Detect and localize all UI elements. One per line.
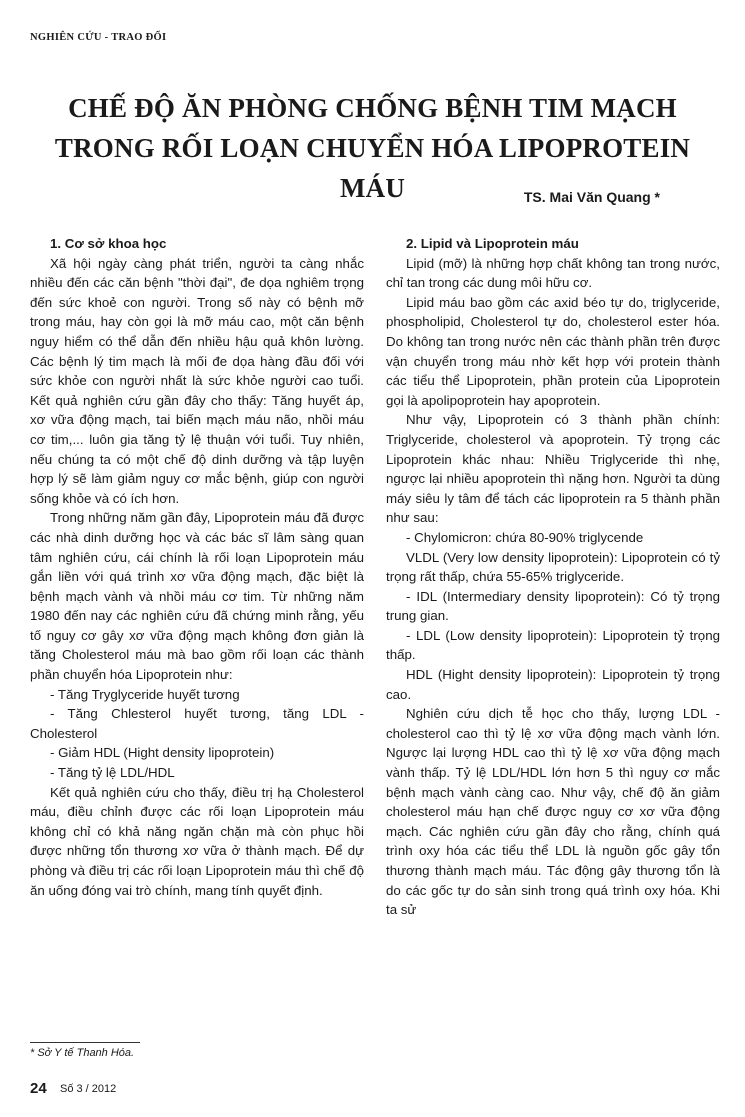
list-item: - Giảm HDL (Hight density lipoprotein) xyxy=(50,745,275,761)
heading-lipid-lipoprotein: 2. Lipid và Lipoprotein máu xyxy=(406,236,579,251)
heading-co-so-khoa-hoc: 1. Cơ sở khoa học xyxy=(50,236,167,251)
right-column xyxy=(386,234,720,920)
left-column xyxy=(30,234,364,900)
list-item: HDL (Hight density lipoprotein): Lipoprotein tỷ trọng cao. xyxy=(386,667,720,702)
paragraph: Lipid (mỡ) là những hợp chất không tan trong nước, chỉ tan trong các dung môi hữu cơ. xyxy=(386,255,720,291)
author: TS. Mai Văn Quang * xyxy=(523,189,660,205)
list-item: - Tăng Tryglyceride huyết tương xyxy=(50,686,240,702)
list-item: - Tăng tỷ lệ LDL/HDL xyxy=(50,765,175,781)
list-item: VLDL (Very low density lipoprotein): Lipoprotein có tỷ trọng rất thấp, chứa 55-65% triglyceride. xyxy=(386,549,720,585)
paragraph: Xã hội ngày càng phát triển, người ta càng nhắc nhiều đến các căn bệnh "thời đại", đe dọa nghiêm trọng đến sức khoẻ con người. Trong số này có bệnh mỡ trong máu, hay còn gọi là mỡ máu cao, một căn bệnh nguy hiểm có thể dẫn đến nhiều hậu quả khôn lường. Các bệnh lý tim mạch là mối đe dọa hàng đầu đối với sức khỏe con người nhất là sức khỏe người cao tuổi. Kết quả nghiên cứu gần đây cho thấy: Tăng huyết áp, xơ vữa động mạch, tai biến mạch máu não, nhồi máu cơ tim,... luôn gia tăng tỷ lệ thuận với tuổi. Tuy nhiên, nếu chúng ta có một chế độ dinh dưỡng và tập luyện hợp lý sẽ làm giảm nguy cơ mắc bệnh, giúp con người sống khỏe và có ích hơn. xyxy=(30,255,364,506)
paragraph: Như vậy, Lipoprotein có 3 thành phần chính: Triglyceride, cholesterol và apoprotein. Tỷ trọng các Lipoprotein khác nhau: Nhiều Triglyceride thì nhẹ, ngược lại nhiều apoprotein thì nặng hơn. Người ta dùng máy siêu ly tâm để tách các lipoprotein ra 5 thành phần như sau: xyxy=(386,412,720,526)
paragraph: Trong những năm gần đây, Lipoprotein máu đã được các nhà dinh dưỡng học và các bác sĩ lâm sàng quan tâm nghiên cứu, cái chính là rối loạn Lipoprotein máu gắn liền với quá trình xơ vữa động mạch, đặc biệt là bệnh mạch vành và nhồi máu cơ tim. Từ những năm 1980 đến nay các nghiên cứu đã chứng minh rằng, yếu tố nguy cơ gây xơ vữa động mạch không đơn giản là tăng Cholesterol máu mà bao gồm rối loạn các thành phần chuyển hóa Lipoprotein như: xyxy=(30,510,364,683)
paragraph: Kết quả nghiên cứu cho thấy, điều trị hạ Cholesterol máu, điều chỉnh được các rối loạn Lipoprotein máu không chỉ có khả năng ngăn chặn mà còn phục hồi được những tổn thương xơ vữa ở thành mạch. Để dự phòng và điều trị các rối loạn Lipoprotein máu thì chế độ ăn uống đóng vai trò chính, mang tính quyết định. xyxy=(30,784,364,898)
paragraph: Lipid máu bao gồm các axid béo tự do, triglyceride, phospholipid, Cholesterol tự do, cholesterol ester hóa. Do không tan trong nước nên các thành phần trên được vận chuyển trong máu nhờ kết hợp với protein thành các tiểu thể Lipoprotein, phần protein của Lipoprotein gọi là apolipoprotein hay apoprotein. xyxy=(386,294,720,408)
paragraph: Nghiên cứu dịch tễ học cho thấy, lượng LDL - cholesterol cao thì tỷ lệ xơ vữa động mạch vành lớn. Ngược lại lượng HDL cao thì tỷ lệ xơ vữa động mạch vành thấp. Tỷ lệ LDL/HDL lớn hơn 5 thì nguy cơ mắc bệnh mạch vành càng cao. Như vậy, chế độ ăn giảm cholesterol máu hạn chế được nguy cơ xơ vữa động mạch. Các nghiên cứu gần đây cho rằng, chính quá trình oxy hóa các tiểu thể LDL là nguồn gốc gây tổn thương thành mạch máu. Tác động gây thương tổn là do các gốc tự do sản sinh trong quá trình oxy hóa. Khi ta sử xyxy=(386,706,720,918)
list-item: - LDL (Low density lipoprotein): Lipoprotein tỷ trọng thấp. xyxy=(386,627,720,663)
page-number: 24 xyxy=(30,1080,47,1097)
title-line-2: TRONG RỐI LOẠN CHUYỂN HÓA LIPOPROTEIN MÁU xyxy=(54,133,691,203)
title-line-1: CHẾ ĐỘ ĂN PHÒNG CHỐNG BỆNH TIM MẠCH xyxy=(68,93,677,123)
list-item: - Tăng Chlesterol huyết tương, tăng LDL - Cholesterol xyxy=(30,706,364,741)
footnote: * Sở Y tế Thanh Hóa. xyxy=(30,1047,135,1059)
section-label: NGHIÊN CỨU - TRAO ĐỔI xyxy=(30,32,167,43)
footnote-divider xyxy=(30,1042,140,1043)
list-item: - Chylomicron: chứa 80-90% triglycende xyxy=(406,529,644,545)
issue-label: Số 3 / 2012 xyxy=(60,1083,117,1095)
list-item: - IDL (Intermediary density lipoprotein): Có tỷ trọng trung gian. xyxy=(386,588,720,624)
